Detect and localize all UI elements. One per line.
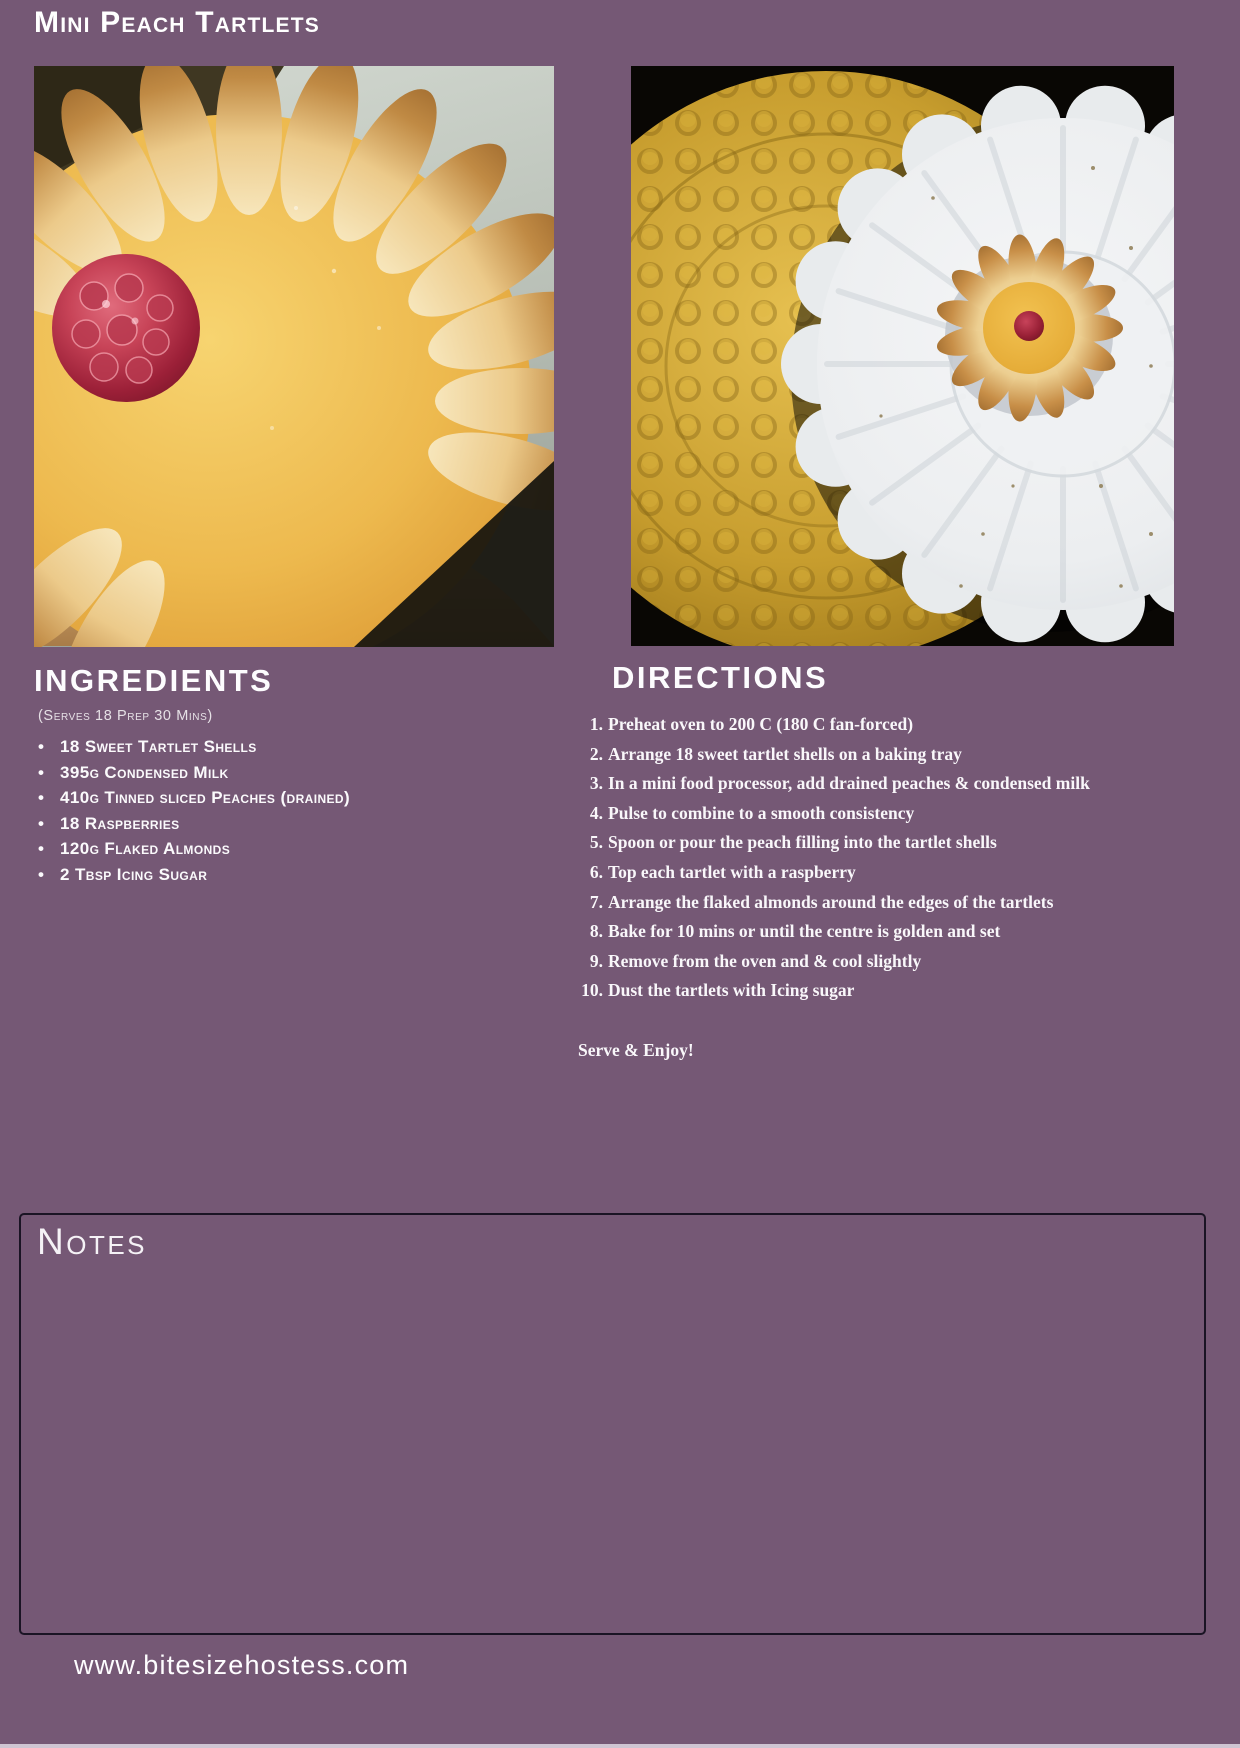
footer [74, 1650, 409, 1681]
raspberry [1014, 311, 1044, 341]
step-text: Arrange 18 sweet tartlet shells on a baking tray [608, 743, 962, 764]
step-number: 2. [589, 743, 603, 764]
direction-step [560, 769, 1225, 799]
step-number: 1. [589, 714, 603, 734]
step-text: Remove from the oven and & cool slightly [608, 950, 922, 971]
step-text: Preheat oven to 200 C (180 C fan-forced) [608, 714, 914, 734]
step-text: Arrange the flaked almonds around the edges of the tartlets [608, 891, 1054, 912]
step-number: 6. [589, 861, 603, 882]
step-number: 8. [589, 921, 603, 942]
raspberry [52, 254, 200, 402]
step-text: Dust the tartlets with Icing sugar [608, 980, 855, 1001]
direction-step [560, 740, 1225, 770]
ingredients-list [34, 734, 544, 888]
step-number: 5. [589, 832, 603, 853]
website-url: www.bitesizehostess.com [74, 1650, 410, 1680]
ingredient-item: • 410g Tinned sliced Peaches (drained) [34, 785, 544, 811]
directions-list [560, 710, 1225, 1006]
sugar-speck [270, 426, 274, 430]
closing-note: Serve & Enjoy! [578, 1039, 694, 1060]
directions-heading: DIRECTIONS [612, 660, 829, 695]
sugar-speck [377, 326, 381, 330]
direction-step [560, 710, 1225, 740]
ingredients-section [34, 663, 544, 888]
step-number: 10. [581, 980, 603, 1001]
sugar-speck [294, 206, 298, 210]
ingredient-item: • 120g Flaked Almonds [34, 836, 544, 862]
step-number: 7. [589, 891, 603, 912]
notes-label: Notes [37, 1221, 148, 1262]
direction-step [560, 799, 1225, 829]
photo-tartlet-plated [631, 66, 1174, 646]
direction-step [560, 888, 1225, 918]
plated-tartlet-illustration [631, 66, 1174, 646]
step-number: 4. [589, 802, 603, 823]
step-text: Pulse to combine to a smooth consistency [608, 802, 915, 823]
step-text: Bake for 10 mins or until the centre is golden and set [608, 921, 1001, 942]
step-text: Top each tartlet with a raspberry [608, 861, 856, 882]
bottom-edge-strip [0, 1744, 1240, 1748]
directions-section [560, 660, 1225, 1061]
direction-step [560, 917, 1225, 947]
photo-tartlet-closeup [34, 66, 554, 647]
step-text: Spoon or pour the peach filling into the tartlet shells [608, 832, 997, 853]
sugar-speck [332, 269, 336, 273]
serves-prep-note: (Serves 18 Prep 30 Mins) [38, 708, 213, 724]
ingredient-item: • 395g Condensed Milk [34, 760, 544, 786]
direction-step [560, 828, 1225, 858]
notes-box [19, 1213, 1206, 1635]
direction-step [560, 858, 1225, 888]
step-number: 9. [589, 950, 603, 971]
tartlet-closeup-illustration [34, 66, 554, 647]
ingredient-item: • 2 Tbsp Icing Sugar [34, 862, 544, 888]
direction-step [560, 976, 1225, 1006]
step-number: 3. [589, 773, 603, 794]
ingredients-heading: INGREDIENTS [34, 663, 274, 698]
page-title: Mini Peach Tartlets [34, 6, 320, 39]
step-text: In a mini food processor, add drained peaches & condensed milk [608, 773, 1090, 794]
ingredient-item: • 18 Raspberries [34, 811, 544, 837]
direction-step [560, 947, 1225, 977]
ingredient-item: • 18 Sweet Tartlet Shells [34, 734, 544, 760]
